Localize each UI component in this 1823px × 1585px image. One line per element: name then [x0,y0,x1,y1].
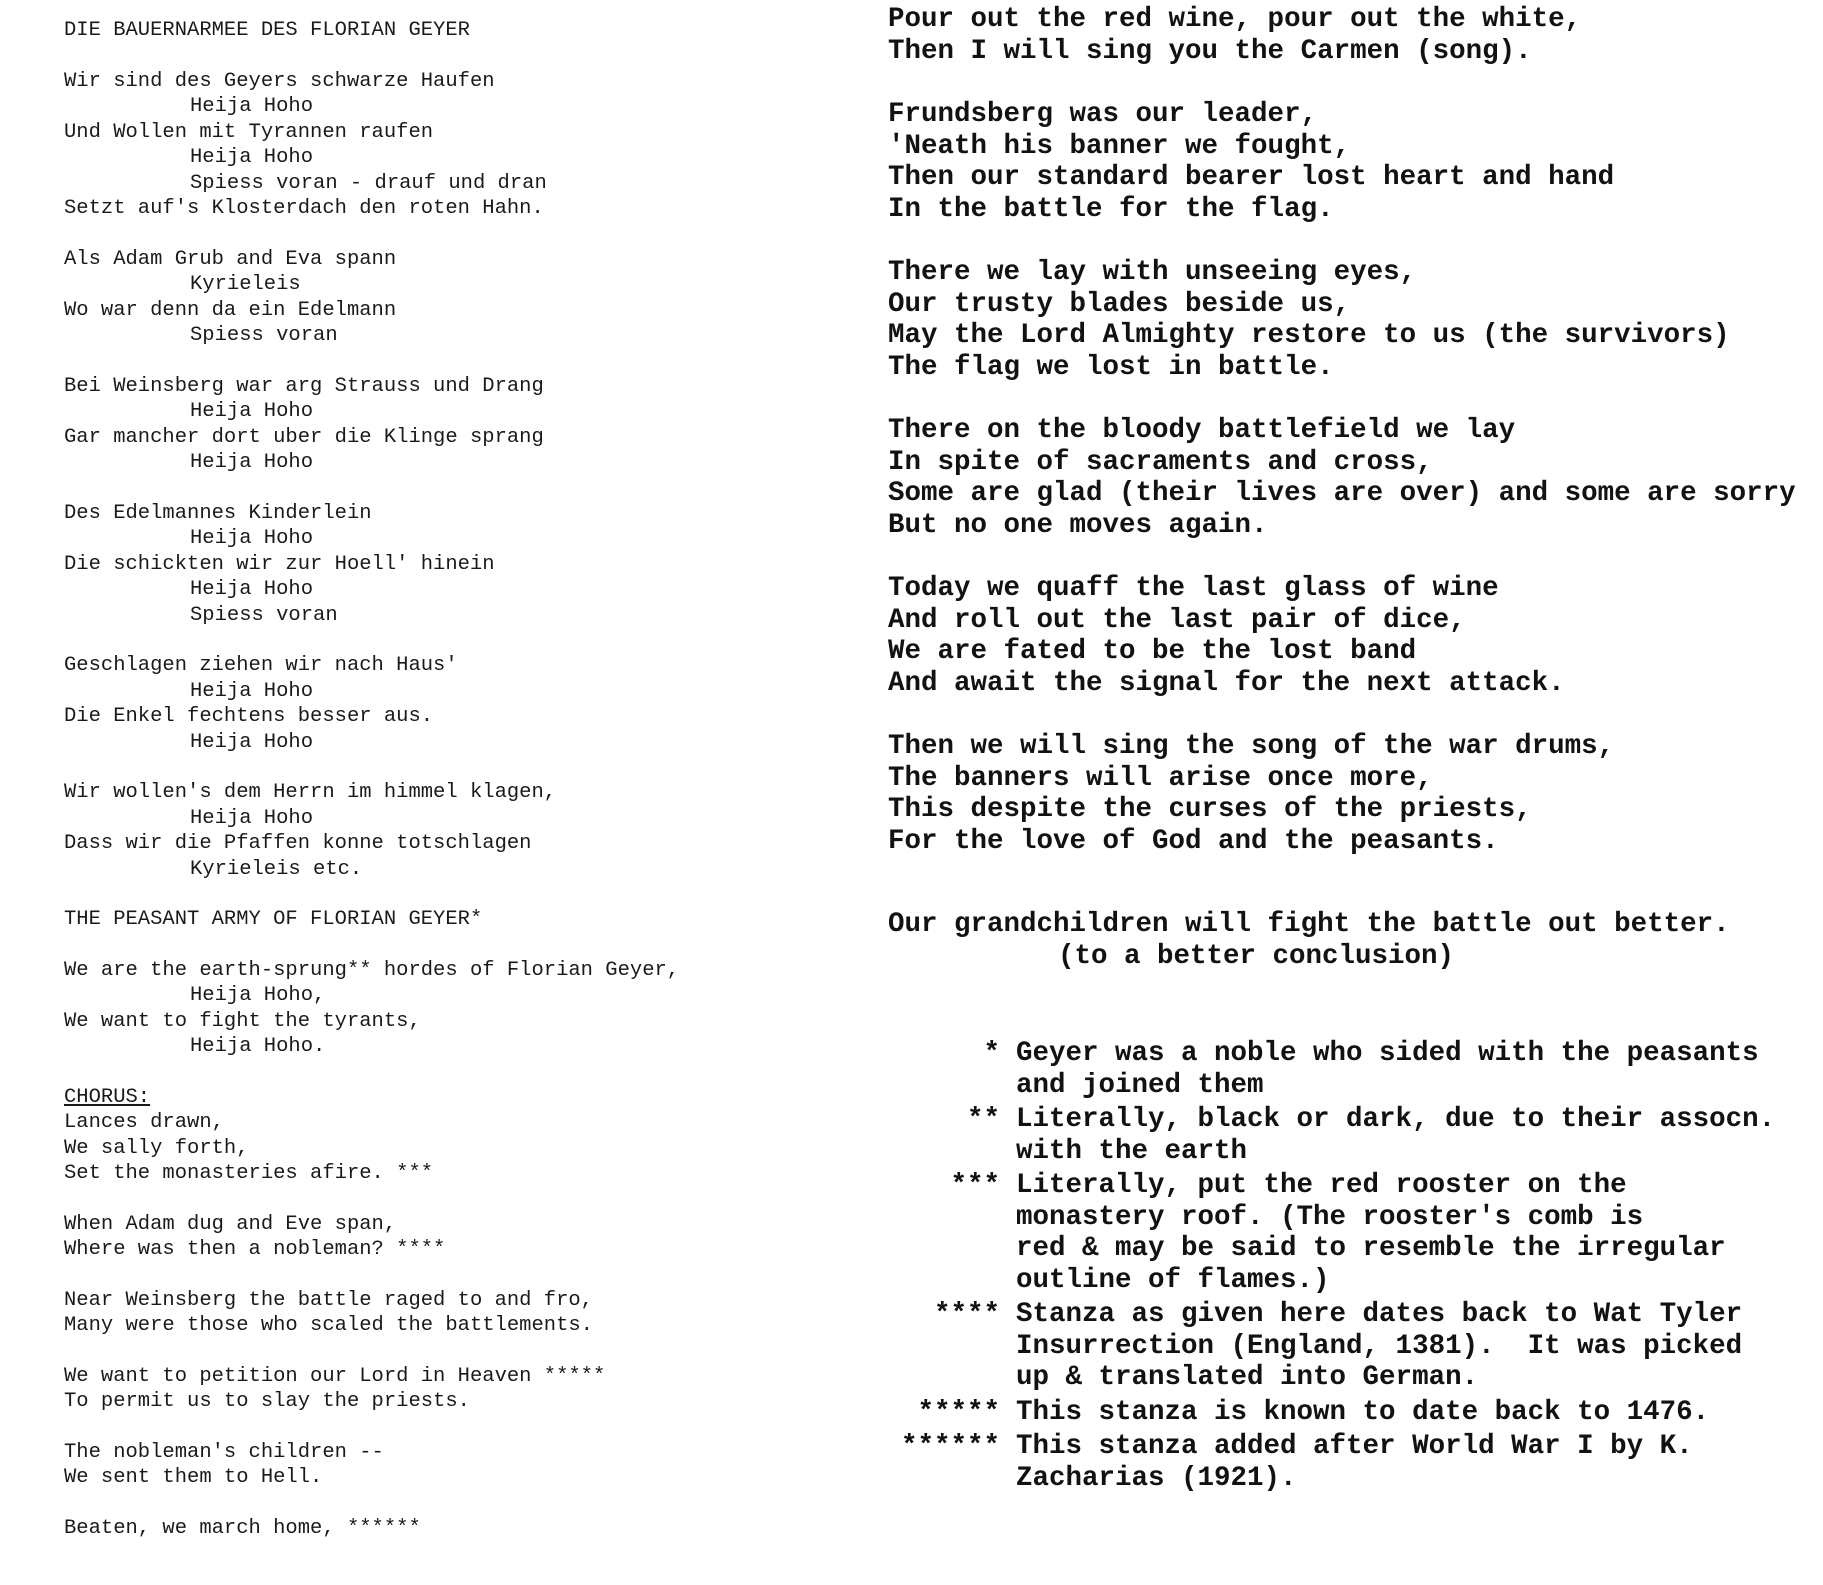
lyric-line: May the Lord Almighty restore to us (the survivors) [888,320,1730,351]
lyric-line: We sent them to Hell. [64,1466,323,1489]
footnote-line: This stanza is known to date back to 1476. [1016,1396,1710,1428]
refrain-line: Kyrieleis [190,273,301,296]
footnote-mark: ***** [917,1396,1000,1428]
lyric-line: There we lay with unseeing eyes, [888,257,1417,288]
footnote-mark: **** [933,1299,1000,1330]
refrain-line: Heija Hoho, [190,984,326,1007]
footnote-mark: *** [950,1170,1000,1201]
lyric-line: Many were those who scaled the battlements. [64,1314,593,1337]
footnote-line: outline of flames.) [1016,1264,1330,1296]
english-title: THE PEASANT ARMY OF FLORIAN GEYER* [64,908,483,931]
lyric-line: To permit us to slay the priests. [64,1390,470,1413]
footnote [888,1397,1808,1429]
chorus-line: Lances drawn, [64,1111,224,1134]
lyric-line: Als Adam Grub and Eva spann [64,247,397,271]
lyric-line: Near Weinsberg the battle raged to and fro, [64,1288,593,1312]
refrain-line: Heija Hoho [190,451,314,474]
refrain-line: Heija Hoho. [190,1035,326,1058]
chorus-block [64,1085,844,1187]
german-stanza [64,780,844,882]
lyric-line: Then I will sing you the Carmen (song). [888,35,1532,67]
refrain-line: Spiess voran - drauf und dran [190,171,547,195]
footnote-mark: ** [966,1104,1000,1135]
refrain-line: Kyrieleis etc. [190,857,363,881]
lyric-line: Geschlagen ziehen wir nach Haus' [64,654,458,677]
lyric-line: In spite of sacraments and cross, [888,446,1433,478]
english-stanza [64,1516,844,1542]
footnote-mark: * [983,1038,1000,1069]
english-stanza [888,573,1808,699]
lyric-line: Frundsberg was our leader, [888,99,1318,130]
english-stanza [64,1288,844,1339]
footnote-text [1016,1431,1796,1494]
german-stanza [64,247,844,349]
english-stanza [888,257,1808,383]
german-stanza [64,69,844,222]
right-column [888,4,1808,1494]
chorus-line: We sally forth, [64,1136,249,1160]
footnote-line: red & may be said to resemble the irregular [1016,1233,1726,1264]
english-stanza [888,731,1808,857]
lyric-line: Pour out the red wine, pour out the white, [888,4,1582,35]
footnote-text [1016,1397,1796,1429]
lyric-line: 'Neath his banner we fought, [888,130,1351,162]
lyric-line: Then our standard bearer lost heart and hand [888,162,1615,193]
english-lyrics [64,1212,844,1542]
footnote-line: with the earth [1016,1135,1248,1167]
conclusion-line: Our grandchildren will fight the battle out better. [888,909,1730,940]
lyric-line: Wo war denn da ein Edelmann [64,298,397,322]
refrain-line: Heija Hoho [190,730,314,754]
english-stanza [64,1364,844,1415]
lyric-line: For the love of God and the peasants. [888,825,1499,857]
footnote-line: Geyer was a noble who sided with the peasants [1016,1038,1759,1069]
refrain-line: Spiess voran [190,324,338,347]
footnote-line: and joined them [1016,1069,1264,1101]
refrain-line: Heija Hoho [190,146,314,169]
conclusion-block [888,909,1808,972]
english-first-stanza [64,958,844,1060]
footnote-line: Stanza as given here dates back to Wat Tyler [1016,1299,1743,1330]
left-column [64,12,844,1541]
lyric-line: Gar mancher dort uber die Klinge sprang [64,425,544,449]
footnote [888,1170,1808,1296]
lyric-line: And await the signal for the next attack. [888,667,1565,699]
german-stanza [64,653,844,755]
lyric-line: There on the bloody battlefield we lay [888,415,1516,446]
footnote-line: monastery roof. (The rooster's comb is [1016,1201,1644,1233]
footnote-line: This stanza added after World War I by K. [1016,1431,1693,1462]
lyric-line: Our trusty blades beside us, [888,288,1351,320]
english-title-block [64,907,844,933]
footnote-text [1016,1104,1796,1167]
refrain-line: Heija Hoho [190,527,314,550]
lyric-line: This despite the curses of the priests, [888,794,1532,825]
english-stanza [888,99,1808,225]
footnote-line: Insurrection (England, 1381). It was picked [1016,1330,1743,1362]
refrain-line: Heija Hoho [190,95,314,118]
lyric-line: Today we quaff the last glass of wine [888,573,1499,604]
footnotes [888,1038,1808,1494]
footnote-text [1016,1299,1796,1394]
footnote-line: Zacharias (1921). [1016,1462,1297,1494]
german-stanza [64,501,844,629]
lyric-line: Des Edelmannes Kinderlein [64,501,372,525]
german-stanza [64,374,844,476]
lyric-line: But no one moves again. [888,509,1268,541]
refrain-line: Heija Hoho [190,806,314,830]
lyric-line: Setzt auf's Klosterdach den roten Hahn. [64,197,544,220]
lyric-line: We are the earth-sprung** hordes of Florian Geyer, [64,958,680,982]
english-stanza [64,1440,844,1491]
lyric-line: The banners will arise once more, [888,762,1433,794]
lyric-line: Und Wollen mit Tyrannen raufen [64,120,434,144]
english-stanza [888,415,1808,541]
chorus-lines [64,1110,844,1187]
chorus-line: Set the monasteries afire. *** [64,1162,434,1185]
lyric-line: We are fated to be the lost band [888,636,1417,667]
lyric-line: In the battle for the flag. [888,193,1334,225]
german-title: DIE BAUERNARMEE DES FLORIAN GEYER [64,19,470,42]
lyric-line: Where was then a nobleman? **** [64,1238,446,1261]
footnote [888,1299,1808,1394]
english-lyrics-continued [888,4,1808,857]
lyric-line: We want to petition our Lord in Heaven ***** [64,1364,606,1388]
lyric-line: The nobleman's children -- [64,1440,384,1464]
lyric-line: Wir sind des Geyers schwarze Haufen [64,69,495,93]
footnote-line: Literally, put the red rooster on the [1016,1170,1627,1201]
lyric-line: Wir wollen's dem Herrn im himmel klagen, [64,781,557,804]
refrain-line: Heija Hoho [190,400,314,423]
lyric-line: The flag we lost in battle. [888,351,1334,383]
lyric-line: Die schickten wir zur Hoell' hinein [64,552,495,576]
lyric-line: Then we will sing the song of the war drums, [888,731,1615,762]
conclusion-sub-line: (to a better conclusion) [1058,940,1455,972]
lyric-line: We want to fight the tyrants, [64,1009,421,1033]
english-stanza [888,4,1808,67]
lyric-line: Dass wir die Pfaffen konne totschlagen [64,832,532,855]
footnote [888,1431,1808,1494]
english-stanza [64,1212,844,1263]
footnote-text [1016,1170,1796,1296]
footnote [888,1104,1808,1167]
footnote [888,1038,1808,1101]
footnote-line: up & translated into German. [1016,1362,1479,1393]
german-lyrics [64,69,844,883]
refrain-line: Heija Hoho [190,679,314,703]
lyric-line: Beaten, we march home, ****** [64,1516,421,1540]
refrain-line: Spiess voran [190,603,338,627]
lyric-line: When Adam dug and Eve span, [64,1212,397,1236]
lyric-line: Bei Weinsberg war arg Strauss und Drang [64,374,544,398]
footnote-line: Literally, black or dark, due to their assocn. [1016,1104,1776,1135]
chorus-label: CHORUS: [64,1085,151,1109]
footnote-text [1016,1038,1796,1101]
lyric-line: And roll out the last pair of dice, [888,604,1466,636]
footnote-mark: ****** [900,1431,1000,1462]
lyric-line: Die Enkel fechtens besser aus. [64,705,434,728]
refrain-line: Heija Hoho [190,578,314,601]
lyric-line: Some are glad (their lives are over) and some are sorry [888,478,1796,509]
